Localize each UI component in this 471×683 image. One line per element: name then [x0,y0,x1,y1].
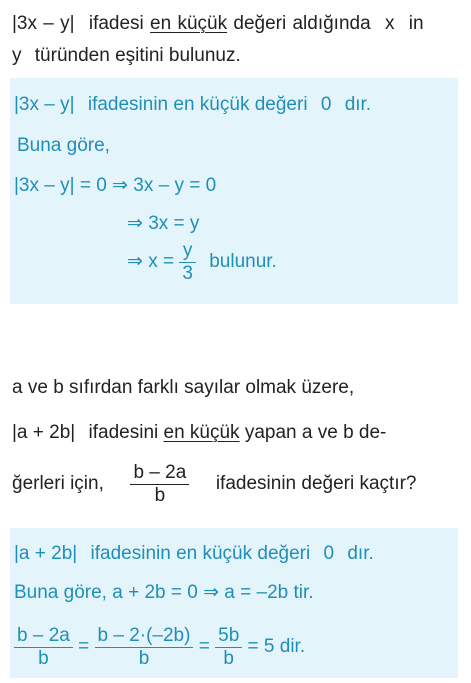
problem2-question-line2 [12,422,386,444]
variable: x [384,13,395,34]
problem2-question-line3 [12,460,417,508]
expression: |3x – y| [14,94,75,115]
text: ifadesinin en küçük değeri [87,94,308,115]
denominator: b [154,484,166,506]
numerator: b – 2·(–2b) [95,626,194,648]
variable: y [12,45,22,66]
value: 0 [320,94,332,115]
denominator: 3 [182,262,193,284]
denominator: b [138,647,150,669]
problem2-question-line1: a ve b sıfırdan farklı sayılar olmak üzere, [12,377,355,398]
equals-sign: = [78,636,90,657]
text: türünden eşitini bulunuz. [34,45,241,66]
problem2-solution-line1 [14,543,374,565]
fraction-b-minus-2a-over-b [130,463,189,506]
numerator: b – 2a [14,626,73,648]
numerator: y [179,241,196,263]
problem1-solution-line1 [14,94,371,116]
fraction-3 [215,626,242,669]
text: yapan a ve b de- [244,422,387,443]
numerator: 5b [215,626,242,648]
problem2-solution-line3 [14,622,305,672]
text: ğerleri için, [12,473,104,494]
emphasis-text: en küçük [150,13,228,34]
problem1-solution-line2: Buna göre, [17,135,110,156]
problem1-solution-line4: ⇒ 3x = y [127,213,200,234]
text: ifadesinin en küçük değeri [90,543,311,564]
text: ⇒ x = [127,251,175,272]
expression: |a + 2b| [14,543,78,564]
text: değeri aldığında [233,13,371,34]
fraction-1 [14,626,73,669]
problem2-solution-line2: Buna göre, a + 2b = 0 ⇒ a = –2b tir. [14,582,314,603]
expression: |a + 2b| [12,422,76,443]
equals-sign: = [198,636,210,657]
problem1-solution-line3: |3x – y| = 0 ⇒ 3x – y = 0 [14,175,217,196]
text: ifadesinin değeri kaçtır? [215,473,417,494]
denominator: b [38,647,49,669]
value: 0 [323,543,335,564]
problem1-question-line1 [12,13,424,35]
text: ifadesini [88,422,159,443]
fraction-y-over-3 [179,241,196,284]
emphasis-text: en küçük [163,422,240,443]
text: ifadesi [88,13,144,34]
problem1-question-line2 [12,45,241,67]
text: in [408,13,424,34]
expression: |3x – y| [12,13,75,34]
text: dır. [344,94,372,115]
denominator: b [223,647,234,669]
problem1-solution-line5 [127,240,277,284]
numerator: b – 2a [130,463,189,485]
result-text: = 5 dir. [247,636,306,657]
text: bulunur. [209,251,277,272]
text: dır. [347,543,374,564]
fraction-2 [95,626,194,669]
